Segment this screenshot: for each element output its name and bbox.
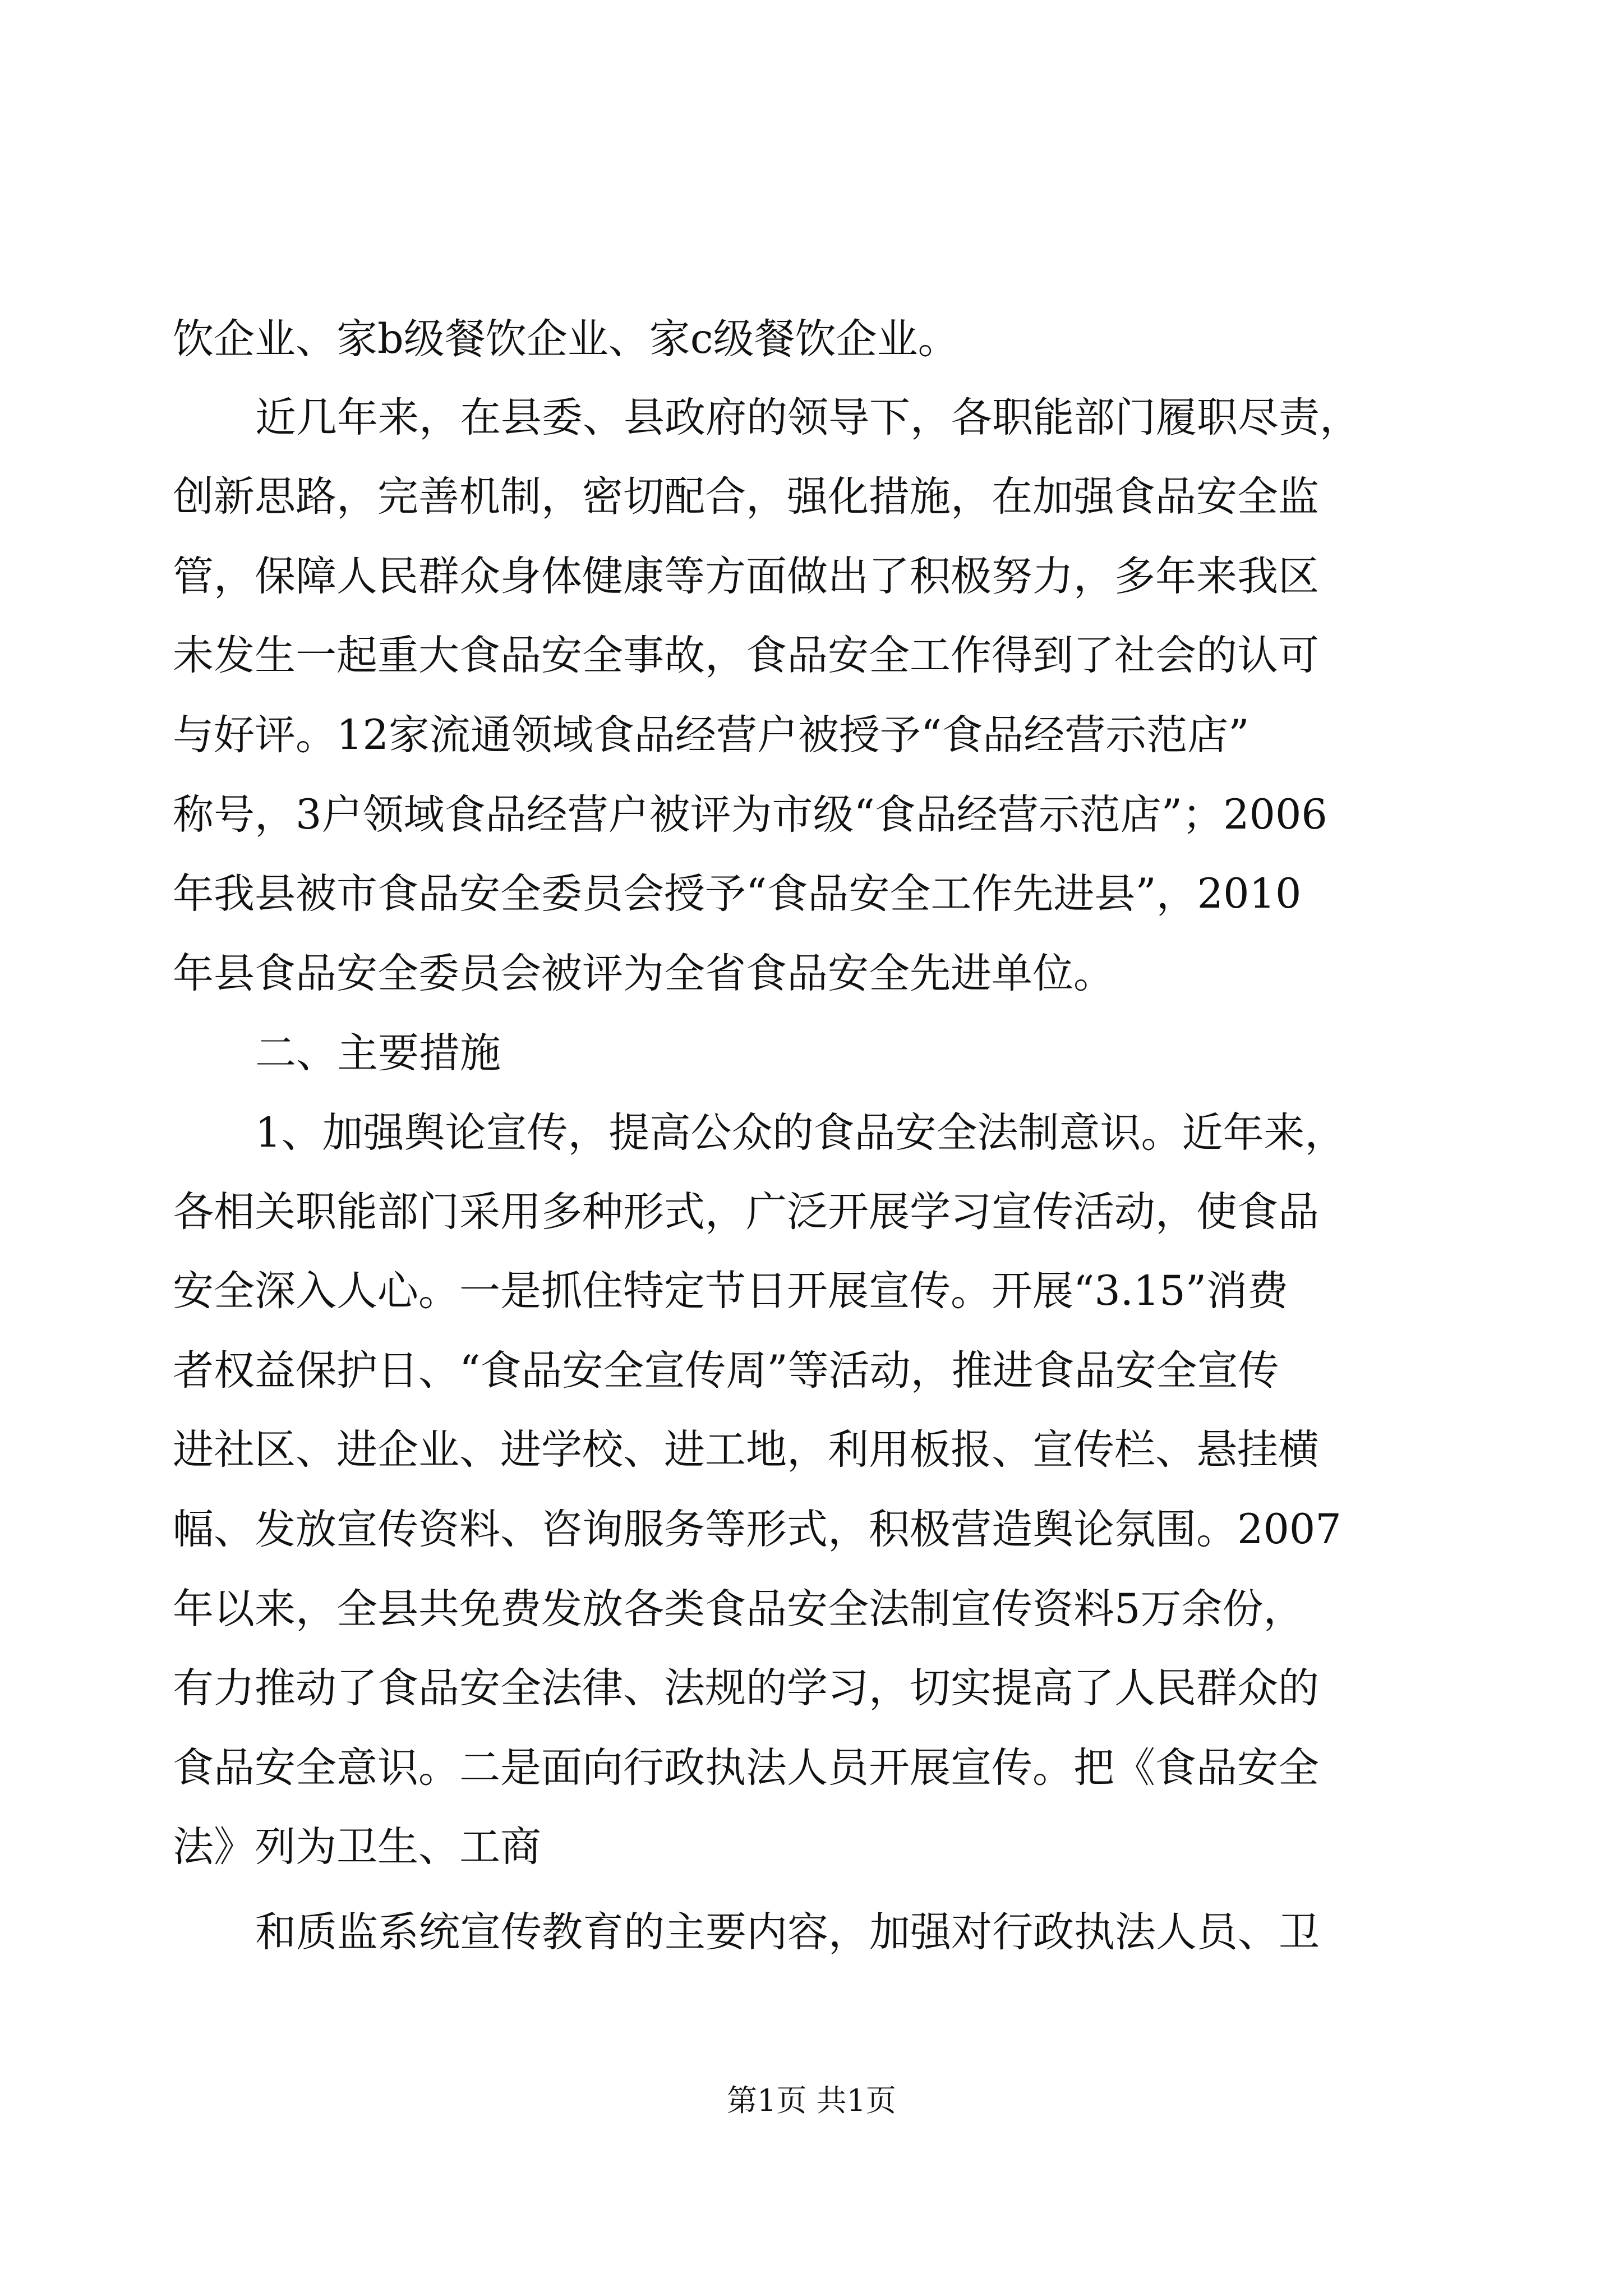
text-line: 近几年来，在县委、县政府的领导下，各职能部门履职尽责， — [255, 394, 1361, 441]
text-line: 年以来，全县共免费发放各类食品安全法制宣传资料5万余份， — [173, 1585, 1304, 1633]
text-line: 与好评。12家流通领域食品经营户被授予“食品经营示范店” — [173, 711, 1249, 759]
text-line: 称号，3户领域食品经营户被评为市级“食品经营示范店”；2006 — [173, 791, 1327, 839]
text-line: 年我县被市食品安全委员会授予“食品安全工作先进县”，2010 — [173, 870, 1302, 918]
text-line: 1、加强舆论宣传，提高公众的食品安全法制意识。近年来， — [255, 1109, 1346, 1157]
text-line: 者权益保护日、“食品安全宣传周”等活动，推进食品安全宣传 — [173, 1347, 1279, 1395]
text-line: 和质监系统宣传教育的主要内容，加强对行政执法人员、卫 — [255, 1908, 1320, 1956]
text-line: 进社区、进企业、进学校、进工地，利用板报、宣传栏、悬挂横 — [173, 1426, 1319, 1474]
text-line: 管，保障人民群众身体健康等方面做出了积极努力，多年来我区 — [173, 553, 1319, 600]
text-line: 未发生一起重大食品安全事故，食品安全工作得到了社会的认可 — [173, 632, 1319, 679]
text-line: 有力推动了食品安全法律、法规的学习，切实提高了人民群众的 — [173, 1664, 1319, 1712]
text-line: 年县食品安全委员会被评为全省食品安全先进单位。 — [173, 950, 1114, 997]
text-line: 饮企业、家b级餐饮企业、家c级餐饮企业。 — [173, 315, 959, 363]
page-footer: 第1页 共1页 — [727, 2083, 896, 2118]
text-line: 幅、发放宣传资料、咨询服务等形式，积极营造舆论氛围。2007 — [173, 1506, 1341, 1553]
text-line: 创新思路，完善机制，密切配合，强化措施，在加强食品安全监 — [173, 473, 1319, 521]
text-line: 各相关职能部门采用多种形式，广泛开展学习宣传活动，使食品 — [173, 1188, 1319, 1236]
section-heading: 二、主要措施 — [255, 1029, 501, 1077]
text-line: 食品安全意识。二是面向行政执法人员开展宣传。把《食品安全 — [173, 1744, 1319, 1792]
text-line: 法》列为卫生、工商 — [173, 1823, 541, 1871]
text-line: 安全深入人心。一是抓住特定节日开展宣传。开展“3.15”消费 — [173, 1267, 1289, 1315]
